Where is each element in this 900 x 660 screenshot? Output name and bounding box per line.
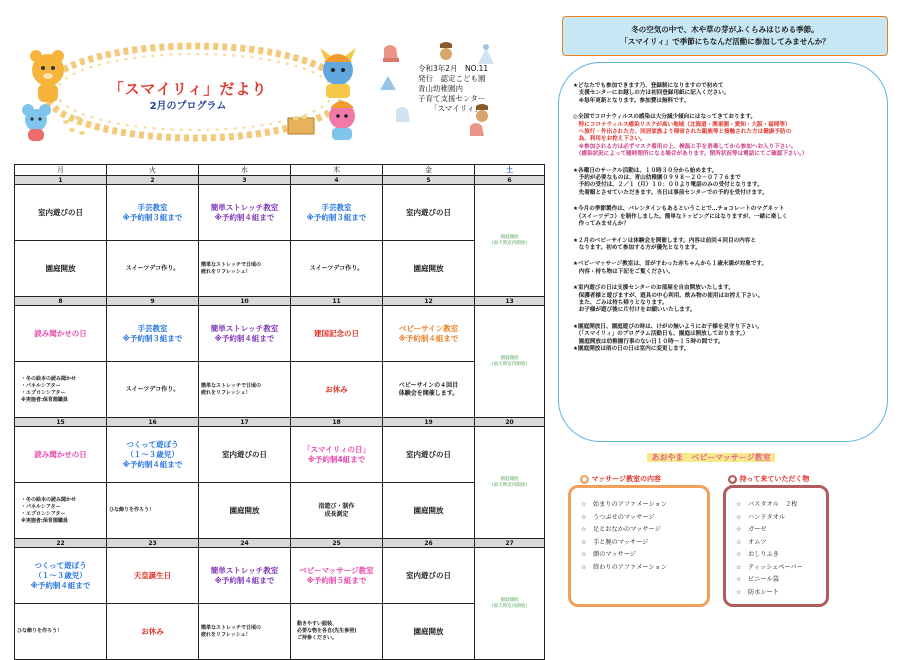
program-title: （１～３歳児） <box>34 570 87 580</box>
date-number: 26 <box>383 539 475 548</box>
program-cell <box>15 548 107 604</box>
date-number-row <box>15 539 545 548</box>
newsletter-subtitle: 2月のプログラム <box>149 101 227 112</box>
notice-line: へ旅行・外出された方、同居家族より帰省された親族等と接触された方は健康予防の <box>573 129 792 136</box>
date-number: 1 <box>15 176 107 185</box>
program-cell <box>107 548 199 604</box>
program-title: 簡単ストレッチ教室 <box>210 565 279 575</box>
saturday-note: 園庭開放 <box>500 597 519 603</box>
star-icon: ☆ <box>581 551 587 558</box>
notice-block <box>573 324 873 354</box>
program-detail-cell <box>107 362 199 418</box>
massage-step-text: 終わりのアファメーション <box>593 563 667 571</box>
notice-block <box>573 83 873 105</box>
saturday-note: 園庭開放 <box>500 476 519 482</box>
notice-line: なります。初めて参加する方が優先となります。 <box>573 244 701 251</box>
saturday-note: 園庭開放 <box>500 355 519 361</box>
date-number: 15 <box>15 418 107 427</box>
program-cell <box>383 306 475 362</box>
date-number-row <box>15 297 545 306</box>
program-cell <box>107 427 199 483</box>
morning-program-row <box>15 427 545 483</box>
program-title: 「スマイリィの日」 <box>303 444 370 454</box>
program-detail: お休み <box>325 384 348 394</box>
program-detail-cell <box>291 241 383 297</box>
circle-mark-icon: ● <box>729 475 736 483</box>
program-detail: スイーツデコ作り。 <box>125 385 180 393</box>
star-icon: ☆ <box>581 526 587 533</box>
massage-step-text: 手と腕のマッサージ <box>593 538 649 546</box>
notice-line: ★ベビーマッサージ教室は、首がすわった赤ちゃんから１歳未満が対象です。 <box>573 261 768 268</box>
date-number: 22 <box>15 539 107 548</box>
program-cell <box>199 548 291 604</box>
hat-icon <box>478 44 494 64</box>
program-detail-cell <box>199 362 291 418</box>
notice-line: ※毎年更新となります。参加費は無料です。 <box>573 97 690 104</box>
program-detail: 園庭開放 <box>413 263 444 273</box>
star-icon: ☆ <box>736 538 742 546</box>
date-number: 8 <box>15 297 107 306</box>
bring-items-heading <box>728 474 809 484</box>
notice-line: （スイーツデコ）を制作しました。簡単なトッピングにはなりますが、一緒に楽しく <box>573 213 788 220</box>
bring-item <box>736 549 826 562</box>
program-calendar <box>14 164 545 660</box>
bring-item <box>736 537 826 550</box>
program-detail: 疲れをリフレッシュ！ <box>201 389 251 396</box>
bring-item-text: バスタオル ２枚 <box>748 501 798 508</box>
notice-line: ◎全国でコロナウィルスの感染は大分減少傾向にはなってきております。 <box>573 114 756 121</box>
program-detail: スイーツデコ作り。 <box>309 264 364 272</box>
newsletter-title: 「スマイリィ」だより <box>108 80 268 98</box>
notice-line: 内容・持ち物は下記をご覧ください。 <box>573 268 674 275</box>
bring-items-heading-text: 持って来ていただく物 <box>739 475 810 483</box>
program-title: つくって遊ぼう <box>34 560 87 570</box>
program-detail: ※実施者:保育園職員 <box>21 396 68 403</box>
program-detail-cell <box>291 362 383 418</box>
notice-block <box>573 114 873 158</box>
program-cell <box>15 427 107 483</box>
program-title: 読み聞かせの日 <box>34 328 87 338</box>
notice-line: 先着順とさせていただきます。当日は事前センターでの予約を受付けます。 <box>573 189 768 196</box>
program-detail: ・パネルシアター <box>21 382 61 389</box>
star-icon: ☆ <box>736 526 742 533</box>
saturday-note: (雨天時室内開放) <box>491 603 527 609</box>
program-title: 手芸教室 <box>137 323 168 333</box>
mitten-icon <box>383 45 399 62</box>
notice-line: ※参加される方は必ずマスク着用の上、検温と手を消毒してから参加へお入り下さい。 <box>573 143 797 150</box>
program-title: 室内遊びの日 <box>222 449 267 459</box>
weekday-header-saturday: 土 <box>475 165 545 176</box>
notice-line: ★２月のベビーサインは体験会を開催します。内容は前回４回目の内容と <box>573 237 756 244</box>
program-detail-cell <box>199 241 291 297</box>
star-icon: ☆ <box>736 576 742 583</box>
issue-info <box>418 64 488 114</box>
massage-step-text: 始まりのアファメーション <box>593 501 667 508</box>
program-detail: ご持参ください。 <box>297 635 338 641</box>
date-number: 9 <box>107 297 199 306</box>
mitten-icon <box>396 107 410 122</box>
saturday-note: (雨天時室内開放) <box>491 240 527 246</box>
massage-step-text: うつぶせのマッサージ <box>593 513 655 521</box>
saturday-cell <box>475 548 545 660</box>
massage-step <box>581 512 707 525</box>
date-number: 12 <box>383 297 475 306</box>
saturday-note: (雨天時室内開放) <box>491 361 527 367</box>
massage-step <box>581 562 707 575</box>
program-detail: スイーツデコ作り。 <box>125 264 180 272</box>
notice-block <box>573 285 873 315</box>
massage-content-heading-text: マッサージ教室の内容 <box>591 475 662 483</box>
program-detail: ベビーサインの４回目 <box>398 381 459 389</box>
date-number: 20 <box>475 418 545 427</box>
weekday-header: 火 <box>107 165 199 176</box>
program-detail: 成長測定 <box>324 510 349 518</box>
bring-item-text: オムツ <box>748 538 767 546</box>
program-title: 手芸教室 <box>321 202 352 212</box>
program-detail: 簡単なストレッチで日頃の <box>201 382 261 389</box>
circle-mark-icon: ● <box>581 475 588 483</box>
program-title: 簡単ストレッチ教室 <box>210 323 279 333</box>
program-cell <box>291 306 383 362</box>
program-title: ※予約制４組まで <box>30 580 91 590</box>
bring-item <box>736 562 826 575</box>
pink-oni-icon <box>329 101 355 140</box>
notice-block <box>573 168 873 198</box>
massage-step <box>581 537 707 550</box>
notice-line: 為、利用をお控え下さい。 <box>573 136 646 143</box>
morning-program-row <box>15 185 545 241</box>
program-title: ※予約制３組まで <box>306 212 367 222</box>
program-detail-cell <box>107 241 199 297</box>
program-detail: ・エプロンシアター <box>21 389 66 396</box>
program-detail-cell <box>199 483 291 539</box>
program-title: ※予約制４組まで <box>214 212 275 222</box>
program-title: 室内遊びの日 <box>406 570 451 580</box>
program-cell <box>107 306 199 362</box>
massage-step <box>581 499 707 512</box>
date-number: 10 <box>199 297 291 306</box>
notice-line: 保護者様と遊びますが、遊具の中心利用、飲み物の使用はお控え下さい。 <box>573 292 764 299</box>
morning-program-row <box>15 548 545 604</box>
program-cell <box>15 306 107 362</box>
massage-step-text: 顔のマッサージ <box>593 551 636 558</box>
program-title: ※予約制４組まで <box>122 459 183 469</box>
afternoon-program-row <box>15 483 545 539</box>
weekday-header: 水 <box>199 165 291 176</box>
program-detail: 園庭開放 <box>229 505 260 515</box>
bring-item-text: ビニール袋 <box>748 576 779 583</box>
star-icon: ☆ <box>581 513 587 521</box>
program-detail: 簡単なストレッチで日頃の <box>201 261 261 268</box>
program-detail: お休み <box>141 626 164 636</box>
massage-step <box>581 524 707 537</box>
date-number: 5 <box>383 176 475 185</box>
intro-line: 「スマイリィ」で季節にちなんだ活動に参加してみませんか？ <box>620 37 830 46</box>
notice-panel <box>558 62 888 442</box>
program-detail: 指遊び・制作 <box>318 502 355 510</box>
notice-line: ★園庭開放日、園庭遊びの時は、けがの無いようにお子様を見守り下さい。 <box>573 323 763 330</box>
program-cell <box>15 185 107 241</box>
program-detail: 園庭開放 <box>45 263 76 273</box>
notice-line: 支援センターにお越しの方は初回登録用紙に記入ください。 <box>573 90 730 97</box>
bring-item-text: ガーゼ <box>748 526 767 533</box>
program-cell <box>107 185 199 241</box>
program-detail-cell <box>383 483 475 539</box>
date-number: 3 <box>199 176 291 185</box>
baby-massage-title-text: あおやま ベビーマッサージ教室 <box>647 453 774 462</box>
program-detail: ・パネルシアター <box>21 503 61 510</box>
notice-line: ★各曜日のサークル活動は、１０時３０分から始めます。 <box>573 167 718 174</box>
program-cell <box>383 427 475 483</box>
notice-block <box>573 206 873 228</box>
bring-items-box <box>723 485 829 607</box>
star-icon: ☆ <box>736 588 742 596</box>
program-detail: 園庭開放 <box>413 505 444 515</box>
notice-line: ★今月の季節製作は、バレンタインもあるということで…チョコレートのマグネット <box>573 206 785 213</box>
afternoon-program-row <box>15 604 545 660</box>
star-icon: ☆ <box>581 501 587 508</box>
program-title: 手芸教室 <box>137 202 168 212</box>
saturday-note: 園庭開放 <box>500 234 519 240</box>
hat-icon <box>380 76 396 90</box>
date-number: 2 <box>107 176 199 185</box>
program-cell <box>291 427 383 483</box>
issue-center-name: 「スマイリィ」 <box>430 104 482 113</box>
program-title: 室内遊びの日 <box>38 207 83 217</box>
bring-item <box>736 512 826 525</box>
program-detail-cell <box>383 362 475 418</box>
program-cell <box>291 185 383 241</box>
issue-kindergarten: 青山幼稚園内 <box>418 84 463 93</box>
seasonal-intro-note <box>562 16 888 56</box>
program-detail: ※実施者:保育園職員 <box>21 517 68 524</box>
program-detail-cell <box>291 483 383 539</box>
program-title: つくって遊ぼう <box>126 439 179 449</box>
program-detail: 必要な物を各自(先生参照) <box>297 628 357 634</box>
date-number: 19 <box>383 418 475 427</box>
date-number-row <box>15 418 545 427</box>
date-number: 4 <box>291 176 383 185</box>
bring-item <box>736 574 826 587</box>
program-title: ※予約制３組まで <box>122 333 183 343</box>
program-title: 建国記念の日 <box>314 328 359 338</box>
saturday-cell <box>475 306 545 418</box>
star-icon: ☆ <box>581 563 587 571</box>
bring-item <box>736 524 826 537</box>
program-detail-cell <box>107 483 199 539</box>
afternoon-program-row <box>15 241 545 297</box>
program-title: ※予約制４組まで <box>398 333 459 343</box>
program-detail-cell <box>15 362 107 418</box>
massage-content-box <box>568 485 710 607</box>
notice-line: お子様が遊び後に片付けをお願いいたします。 <box>573 307 696 314</box>
bean-box-icon <box>288 115 314 134</box>
program-title: 読み聞かせの日 <box>34 449 87 459</box>
program-title: 室内遊びの日 <box>406 449 451 459</box>
program-detail-cell <box>15 604 107 660</box>
date-number: 24 <box>199 539 291 548</box>
program-detail: ・冬の絵本の読み聞かせ <box>21 375 77 382</box>
morning-program-row <box>15 306 545 362</box>
mitten-icon <box>470 123 484 136</box>
saturday-cell <box>475 185 545 297</box>
program-title: ※予約制4組まで <box>307 454 366 464</box>
date-number-row <box>15 176 545 185</box>
date-number: 27 <box>475 539 545 548</box>
acorn-icon <box>440 42 452 60</box>
program-detail: 疲れをリフレッシュ！ <box>201 268 251 275</box>
bring-item-text: ハンドタオル <box>748 513 786 521</box>
saturday-note: (雨天時室内開放) <box>491 482 527 488</box>
program-detail-cell <box>383 604 475 660</box>
saturday-cell <box>475 427 545 539</box>
program-cell <box>383 185 475 241</box>
program-title: 天皇誕生日 <box>133 570 172 580</box>
program-title: ※予約制４組まで <box>214 575 275 585</box>
bring-item-text: おしりふき <box>748 551 779 558</box>
program-title: ※予約制５組まで <box>306 575 367 585</box>
program-detail: 体験会を開催します。 <box>398 389 459 397</box>
notice-block <box>573 238 873 253</box>
program-title: ※予約制３組まで <box>122 212 183 222</box>
star-icon: ☆ <box>736 501 742 508</box>
massage-step <box>581 549 707 562</box>
date-number: 17 <box>199 418 291 427</box>
weekday-header: 金 <box>383 165 475 176</box>
baby-massage-title <box>606 452 816 463</box>
program-title: 室内遊びの日 <box>406 207 451 217</box>
program-cell <box>199 306 291 362</box>
program-detail-cell <box>383 241 475 297</box>
notice-line: 作ってみませんか？ <box>573 221 629 228</box>
program-cell <box>199 185 291 241</box>
date-number: 25 <box>291 539 383 548</box>
program-title: （１～３歳児） <box>126 449 179 459</box>
intro-line: 冬の空気の中で、木や草の芽がふくらみはじめる季節。 <box>631 25 819 34</box>
program-detail: 動きやすい服装、 <box>297 621 338 627</box>
date-number: 11 <box>291 297 383 306</box>
program-title: 簡単ストレッチ教室 <box>210 202 279 212</box>
program-detail: 疲れをリフレッシュ！ <box>201 631 251 638</box>
notice-line: 園庭開放は幼稚園行事のない日１０時～１５時の間です。 <box>573 338 724 345</box>
notice-line: ★どなたでも参加できます乃、登録制になりますので初めて <box>573 83 724 89</box>
notice-line: 予約の受付は、２／１（月）１０：００より電話のみの受付となります。 <box>573 182 763 189</box>
star-icon: ☆ <box>581 538 587 546</box>
notice-line: （「スマイリィ」のプログラム活動日も、園庭は開放しております。） <box>573 331 749 338</box>
date-number: 18 <box>291 418 383 427</box>
calendar-body <box>15 176 545 660</box>
program-cell <box>199 427 291 483</box>
weekday-header: 木 <box>291 165 383 176</box>
mouse-character-icon <box>22 104 51 141</box>
bring-item-text: ティッシュペーパー <box>748 563 803 571</box>
bring-item-text: 防水シート <box>748 588 779 596</box>
notice-line: 予約が必要なものは、青山幼稚園０９９８－２０－０７７６まで <box>573 175 741 182</box>
program-detail-cell <box>199 604 291 660</box>
notice-line: （感染状況によって随時閉所になる場合があります。閉所状況等は電話にてご確認下さい。） <box>573 151 808 158</box>
date-number: 6 <box>475 176 545 185</box>
date-number: 16 <box>107 418 199 427</box>
afternoon-program-row <box>15 362 545 418</box>
program-detail: ひな飾りを作ろう！ <box>109 507 155 513</box>
program-detail-cell <box>107 604 199 660</box>
notice-line: 特にコロナウィルス感染リスクが高い地域（北海道・関東圏・愛知・大阪・福岡等） <box>573 121 791 128</box>
program-cell <box>383 548 475 604</box>
program-detail: 簡単なストレッチで日頃の <box>201 624 261 631</box>
program-title: ベビーサイン教室 <box>398 323 459 333</box>
star-icon: ☆ <box>736 513 742 521</box>
notice-line: また、ごみは持ち帰りとなります。 <box>573 299 668 306</box>
massage-content-heading <box>580 474 661 484</box>
program-title: ベビーマッサージ教室 <box>299 565 374 575</box>
program-detail-cell <box>15 483 107 539</box>
bring-item <box>736 499 826 512</box>
program-detail-cell <box>291 604 383 660</box>
massage-step-text: 足とおなかのマッサージ <box>593 526 661 533</box>
issue-publisher: 発行 認定こども園 <box>418 74 486 83</box>
date-number: 23 <box>107 539 199 548</box>
notice-line: ★園庭開放は雨の日の日は室内に変更します。 <box>573 345 690 352</box>
bring-item <box>736 587 826 600</box>
program-detail-cell <box>15 241 107 297</box>
program-title: ※予約制４組まで <box>214 333 275 343</box>
program-detail: ・エプロンシアター <box>21 510 66 517</box>
notice-block <box>573 261 873 276</box>
issue-center: 子育て支援センター <box>418 94 486 103</box>
program-detail: 園庭開放 <box>413 626 444 636</box>
weekday-header-row <box>15 165 545 176</box>
star-icon: ☆ <box>736 551 742 558</box>
date-number: 13 <box>475 297 545 306</box>
program-detail: ひな飾りを作ろう！ <box>17 628 63 634</box>
program-detail: ・冬の絵本の読み聞かせ <box>21 496 77 503</box>
weekday-header: 月 <box>15 165 107 176</box>
notice-line: ★室内遊びの日は支援センターのお部屋を自由開放いたします。 <box>573 285 734 292</box>
issue-date: 令和3年2月 NO.11 <box>418 64 489 73</box>
star-icon: ☆ <box>736 563 742 571</box>
program-cell <box>291 548 383 604</box>
